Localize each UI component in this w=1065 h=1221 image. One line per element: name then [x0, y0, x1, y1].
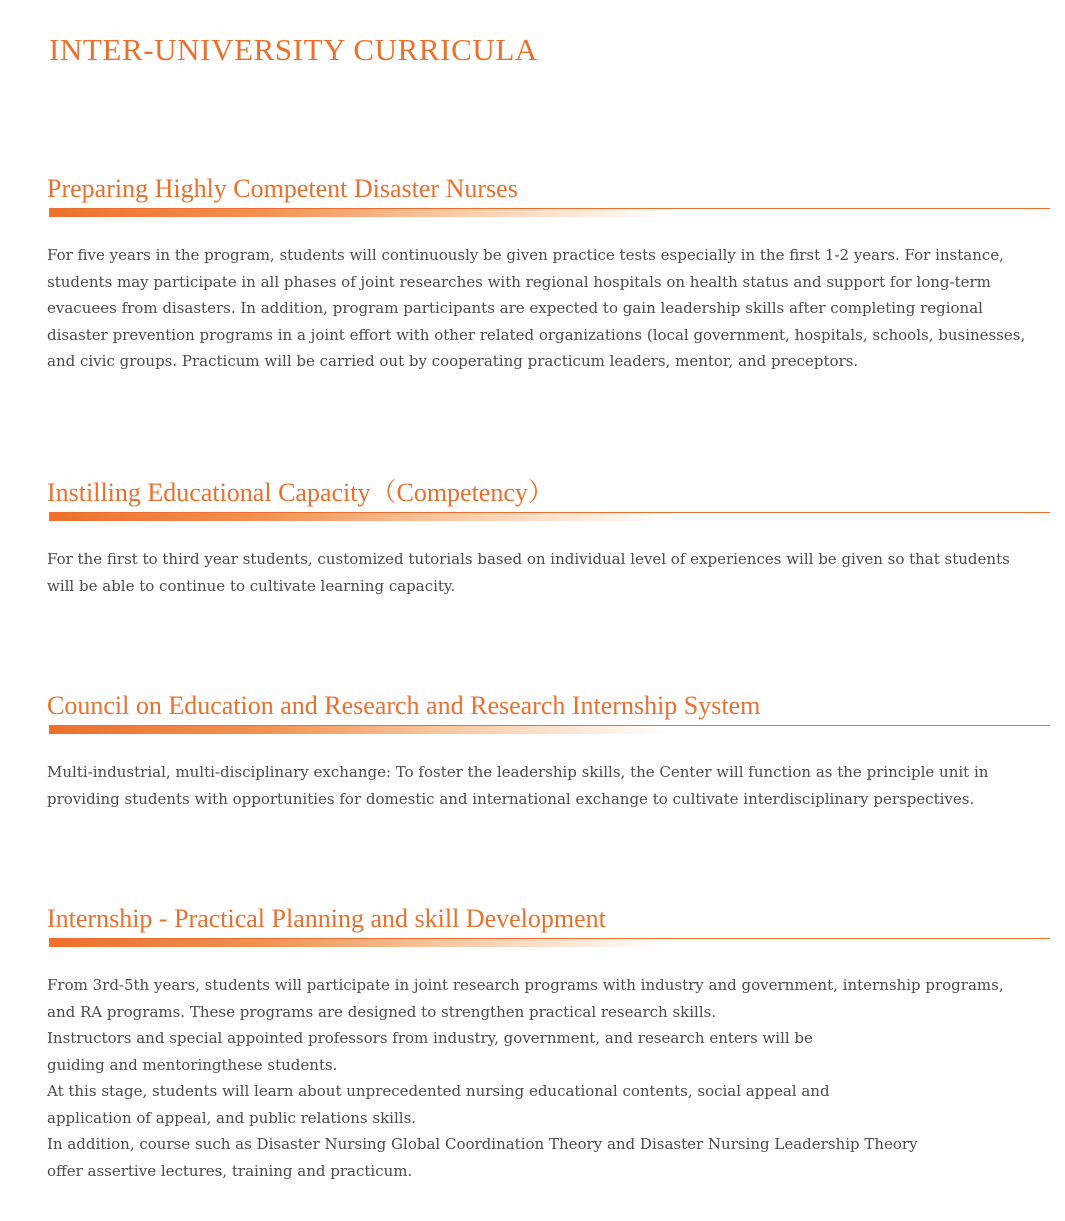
section-internship-practical-planning	[47, 903, 1050, 1184]
body-line: application of appeal, and public relations skills.	[47, 1108, 417, 1127]
heading-divider	[49, 725, 1050, 735]
section-body	[47, 759, 1050, 812]
section-body	[47, 972, 1050, 1184]
section-educational-capacity	[47, 477, 1050, 599]
page-title: INTER-UNIVERSITY CURRICULA	[49, 32, 538, 67]
body-line: Multi-industrial, multi-disciplinary exchange: To foster the leadership skills, the Center will function as the principle unit in	[47, 763, 989, 781]
body-line: Instructors and special appointed professors from industry, government, and research enters will be	[47, 1029, 813, 1047]
heading-divider	[49, 938, 1050, 948]
heading-divider	[49, 208, 1050, 218]
body-line: evacuees from disasters. In addition, program participants are expected to gain leadership skills after completing regional	[47, 299, 983, 317]
heading-divider-gradient	[49, 939, 669, 947]
heading-divider-gradient	[49, 726, 669, 734]
heading-divider-gradient	[49, 513, 669, 521]
body-line: At this stage, students will learn about unprecedented nursing educational contents, social appeal and	[47, 1082, 830, 1100]
body-line: students may participate in all phases of joint researches with regional hospitals on health status and support for long-term	[47, 272, 991, 291]
section-heading: Council on Education and Research and Research Internship System	[47, 691, 761, 720]
section-body	[47, 242, 1050, 375]
section-body	[47, 546, 1050, 599]
body-line: In addition, course such as Disaster Nursing Global Coordination Theory and Disaster Nursing Leadership Theory	[47, 1135, 918, 1153]
body-line: For the first to third year students, customized tutorials based on individual level of experiences will be given so that students	[47, 550, 1010, 568]
body-line: providing students with opportunities for domestic and international exchange to cultivate interdisciplinary perspectives.	[47, 789, 975, 808]
body-line: will be able to continue to cultivate learning capacity.	[47, 576, 456, 595]
heading-divider	[49, 512, 1050, 522]
section-heading: Preparing Highly Competent Disaster Nurses	[47, 174, 518, 203]
body-line: and RA programs. These programs are designed to strengthen practical research skills.	[47, 1002, 717, 1021]
heading-divider-gradient	[49, 209, 669, 217]
body-line: and civic groups. Practicum will be carried out by cooperating practicum leaders, mentor, and preceptors.	[47, 352, 859, 370]
section-council-research-internship	[47, 690, 1050, 812]
body-line: From 3rd-5th years, students will participate in joint research programs with industry and government, internship programs,	[47, 976, 1004, 994]
body-line: disaster prevention programs in a joint effort with other related organizations (local government, hospitals, schools, businesses,	[47, 325, 1026, 344]
body-line: guiding and mentoringthese students.	[47, 1055, 338, 1074]
body-line: For five years in the program, students will continuously be given practice tests especially in the first 1-2 years. For instance,	[47, 246, 1004, 264]
section-disaster-nurses	[47, 173, 1050, 375]
body-line: offer assertive lectures, training and practicum.	[47, 1161, 413, 1180]
section-heading: Internship - Practical Planning and skill Development	[47, 904, 606, 933]
section-heading: Instilling Educational Capacity（Competency）	[47, 478, 554, 507]
